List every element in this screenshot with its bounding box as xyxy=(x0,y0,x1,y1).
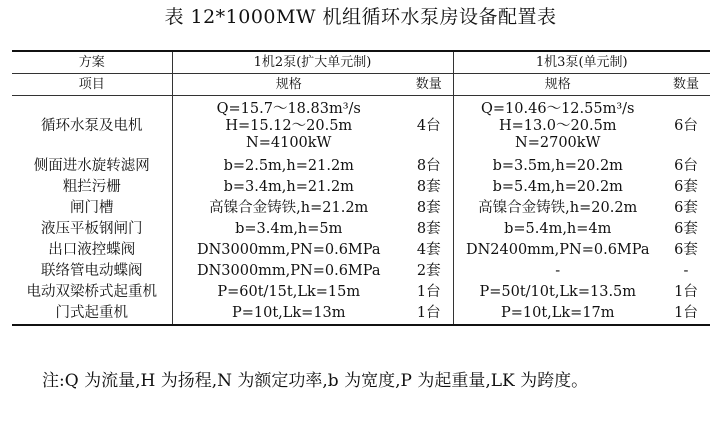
row-spec-b: - xyxy=(555,263,561,279)
header-qty-b: 数量 xyxy=(662,74,710,96)
row-qty-b: 1台 xyxy=(662,303,710,325)
row-qty-a: 1台 xyxy=(405,303,453,325)
header-qty-a: 数量 xyxy=(405,74,453,96)
row-qty-a: 4套 xyxy=(405,240,453,261)
header-spec-a: 规格 xyxy=(172,74,405,96)
equipment-table xyxy=(12,50,710,326)
header-row-scheme xyxy=(12,51,710,74)
table-note: 注:Q 为流量,H 为扬程,N 为额定功率,b 为宽度,P 为起重量,LK 为跨度。 xyxy=(42,371,589,391)
row-qty-a: 8台 xyxy=(405,156,453,177)
row-qty-a: 2套 xyxy=(405,261,453,282)
spec-line: H=15.12～20.5m xyxy=(225,117,353,134)
row-spec-b: b=5.4m,h=4m xyxy=(504,221,612,237)
table-row xyxy=(12,219,710,240)
row-qty-b: 6套 xyxy=(674,242,698,258)
row-item: 联络管电动蝶阀 xyxy=(12,261,172,282)
row-spec-a: DN3000mm,PN=0.6MPa xyxy=(196,242,381,258)
table-title: 表 12*1000MW 机组循环水泵房设备配置表 xyxy=(164,6,557,28)
row-item: 出口液控蝶阀 xyxy=(12,240,172,261)
row-spec-b: 高镍合金铸铁,h=20.2m xyxy=(478,200,638,216)
spec-line: N=2700kW xyxy=(515,134,601,151)
row-item: 门式起重机 xyxy=(12,303,172,325)
row-spec-b xyxy=(453,96,662,157)
header-row-columns xyxy=(12,74,710,96)
row-qty-a: 8套 xyxy=(405,198,453,219)
table-row xyxy=(12,156,710,177)
spec-line: H=13.0～20.5m xyxy=(498,117,617,134)
table-row xyxy=(12,96,710,157)
row-spec-b: P=10t,Lk=17m xyxy=(453,303,662,325)
row-qty-b: 6台 xyxy=(674,158,698,174)
row-qty-b: 6套 xyxy=(674,200,698,216)
header-item: 项目 xyxy=(12,74,172,96)
header-scheme-a: 1机2泵(扩大单元制) xyxy=(172,51,453,74)
row-qty-b: 6台 xyxy=(674,117,698,134)
row-item: 循环水泵及电机 xyxy=(12,96,172,157)
row-spec-b: b=5.4m,h=20.2m xyxy=(492,179,623,195)
row-item: 闸门槽 xyxy=(12,198,172,219)
row-spec-b: DN2400mm,PN=0.6MPa xyxy=(465,242,650,258)
table-row xyxy=(12,261,710,282)
table-row xyxy=(12,282,710,303)
row-qty-a: 8套 xyxy=(405,219,453,240)
row-item: 电动双梁桥式起重机 xyxy=(12,282,172,303)
row-qty-a: 8套 xyxy=(405,177,453,198)
row-spec-b: P=50t/10t,Lk=13.5m xyxy=(479,284,637,300)
row-spec-a: P=10t,Lk=13m xyxy=(172,303,405,325)
row-spec-a: b=3.4m,h=21.2m xyxy=(223,179,354,195)
row-item: 液压平板钢闸门 xyxy=(12,219,172,240)
row-spec-b: b=3.5m,h=20.2m xyxy=(492,158,623,174)
row-spec-a: b=2.5m,h=21.2m xyxy=(223,158,354,174)
row-qty-b: 6套 xyxy=(674,179,698,195)
header-scheme: 方案 xyxy=(12,51,172,74)
spec-line: N=4100kW xyxy=(246,134,332,151)
table-row xyxy=(12,198,710,219)
row-spec-a: b=3.4m,h=5m xyxy=(235,221,343,237)
row-spec-a: P=60t/15t,Lk=15m xyxy=(217,284,361,300)
header-spec-b: 规格 xyxy=(453,74,662,96)
table-row xyxy=(12,177,710,198)
row-item: 侧面进水旋转滤网 xyxy=(12,156,172,177)
spec-line: Q=15.7～18.83m³/s xyxy=(216,100,361,117)
spec-line: Q=10.46～12.55m³/s xyxy=(481,100,635,117)
row-qty-a: 1台 xyxy=(405,282,453,303)
row-spec-a: 高镍合金铸铁,h=21.2m xyxy=(209,200,369,216)
row-qty-b: 1台 xyxy=(674,284,698,300)
row-item: 粗拦污栅 xyxy=(12,177,172,198)
row-qty-a: 4台 xyxy=(405,96,453,157)
row-qty-b: 6套 xyxy=(674,221,698,237)
table-row xyxy=(12,303,710,325)
row-spec-a: DN3000mm,PN=0.6MPa xyxy=(196,263,381,279)
header-scheme-b: 1机3泵(单元制) xyxy=(453,51,710,74)
table-row xyxy=(12,240,710,261)
row-qty-b: - xyxy=(683,263,689,279)
row-spec-a xyxy=(172,96,405,157)
